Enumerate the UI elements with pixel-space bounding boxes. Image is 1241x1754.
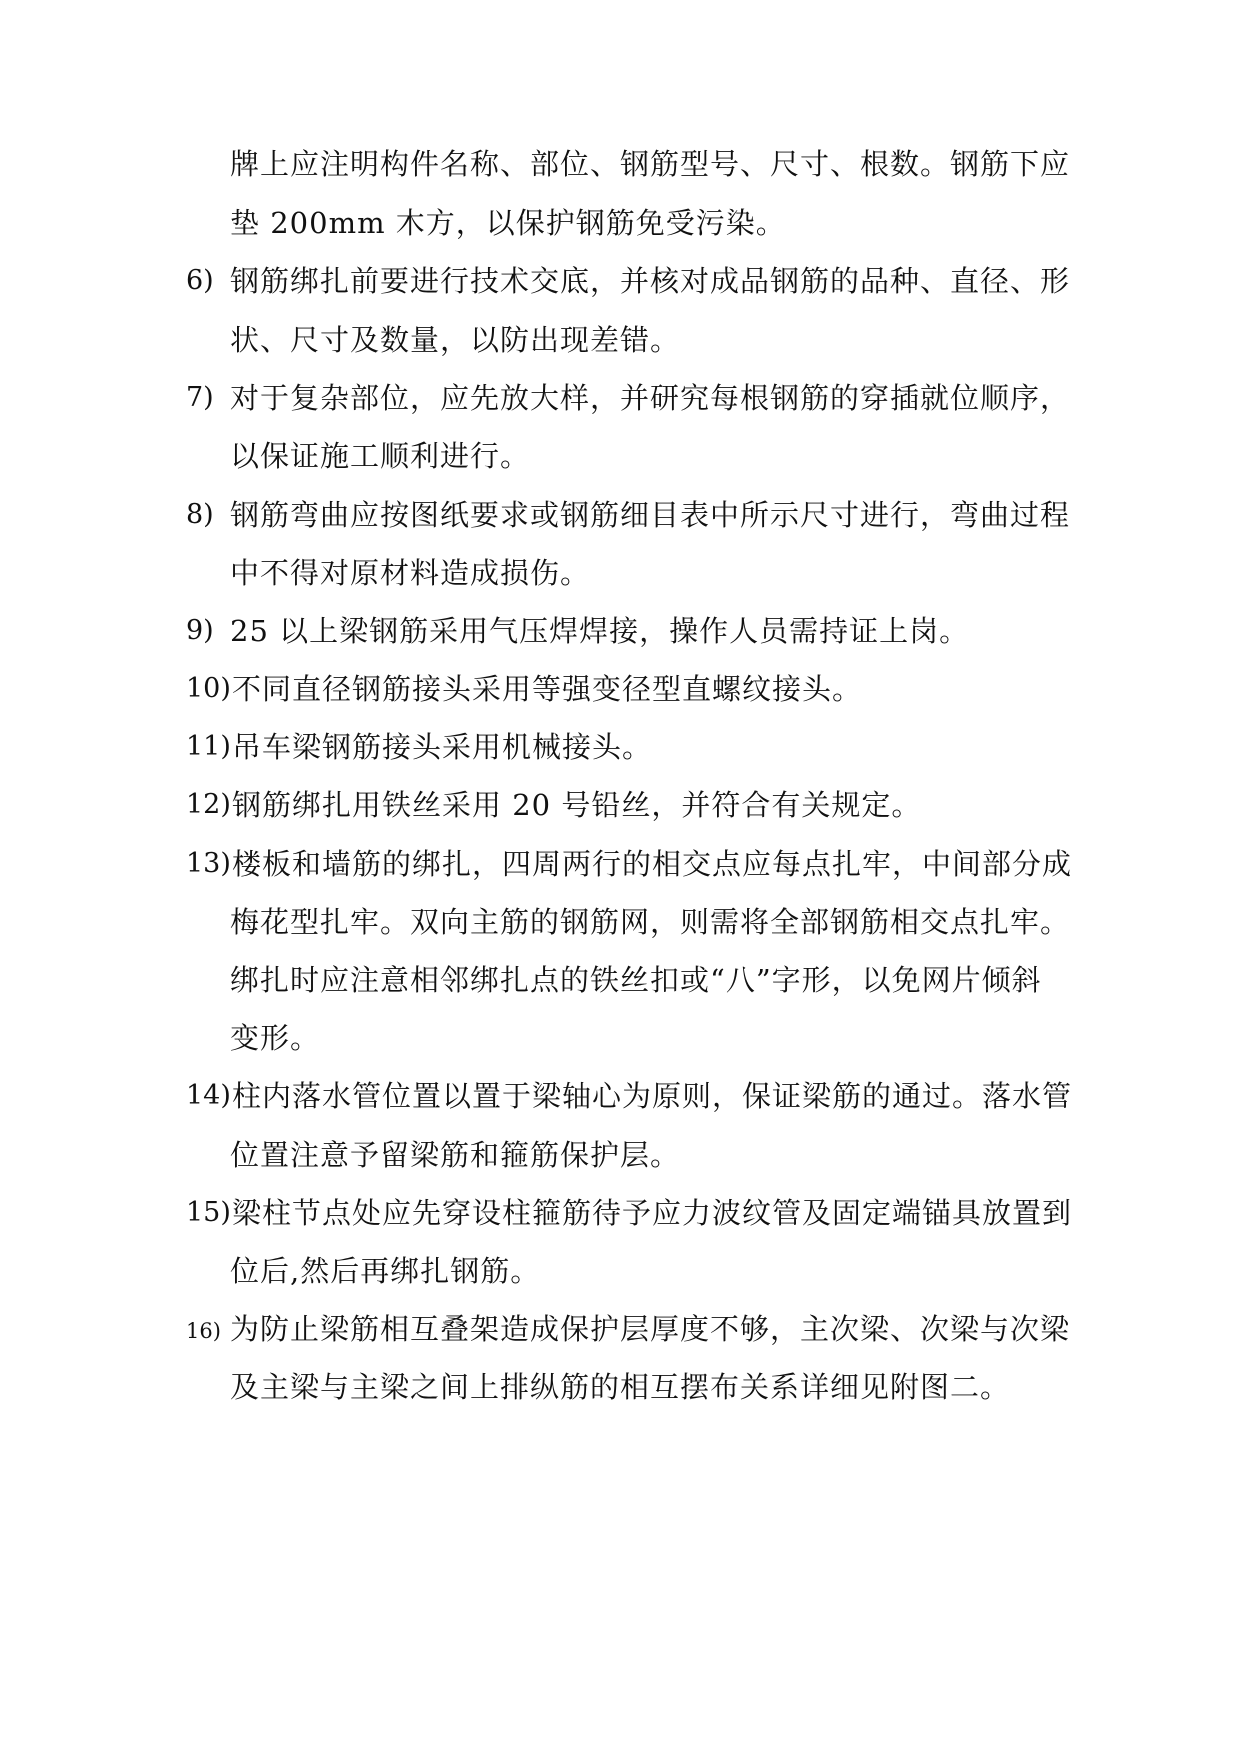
text-line: 对于复杂部位，应先放大样，并研究每根钢筋的穿插就位顺序， — [230, 381, 1071, 415]
item-number: 15) — [186, 1197, 231, 1228]
text-line: 状、尺寸及数量，以防出现差错。 — [230, 323, 681, 357]
item-number: 14) — [186, 1080, 231, 1111]
text-line: 25 以上梁钢筋采用气压焊焊接，操作人员需持证上岗。 — [230, 614, 970, 648]
item-number: 12) — [186, 789, 231, 820]
item-number: 7) — [186, 382, 214, 413]
text-line: 牌上应注明构件名称、部位、钢筋型号、尺寸、根数。钢筋下应 — [230, 147, 1071, 181]
text-line: 钢筋绑扎前要进行技术交底，并核对成品钢筋的品种、直径、形 — [230, 264, 1071, 298]
item-number: 16) — [186, 1319, 221, 1343]
text-line: 钢筋弯曲应按图纸要求或钢筋细目表中所示尺寸进行，弯曲过程 — [230, 498, 1071, 532]
text-line: 梅花型扎牢。双向主筋的钢筋网，则需将全部钢筋相交点扎牢。 — [230, 905, 1071, 939]
text-line: 以保证施工顺利进行。 — [230, 439, 531, 473]
text-line: 柱内落水管位置以置于梁轴心为原则，保证梁筋的通过。落水管 — [232, 1079, 1073, 1113]
text-line: 位置注意予留梁筋和箍筋保护层。 — [230, 1138, 681, 1172]
text-line: 楼板和墙筋的绑扎，四周两行的相交点应每点扎牢，中间部分成 — [232, 847, 1073, 881]
text-line: 吊车梁钢筋接头采用机械接头。 — [232, 730, 653, 764]
text-line: 垫 200mm 木方，以保护钢筋免受污染。 — [230, 206, 786, 240]
item-number: 8) — [186, 499, 214, 530]
item-number: 11) — [186, 731, 231, 762]
item-number: 13) — [186, 848, 231, 879]
text-line: 为防止梁筋相互叠架造成保护层厚度不够，主次梁、次梁与次梁 — [230, 1312, 1071, 1346]
text-line: 中不得对原材料造成损伤。 — [230, 556, 591, 590]
text-line: 梁柱节点处应先穿设柱箍筋待予应力波纹管及固定端锚具放置到 — [232, 1196, 1073, 1230]
item-number: 9) — [186, 615, 214, 646]
item-number: 6) — [186, 265, 214, 296]
text-line: 位后,然后再绑扎钢筋。 — [230, 1254, 541, 1288]
text-line: 及主梁与主梁之间上排纵筋的相互摆布关系详细见附图二。 — [230, 1370, 1011, 1404]
text-line: 钢筋绑扎用铁丝采用 20 号铅丝，并符合有关规定。 — [232, 788, 922, 822]
text-line: 绑扎时应注意相邻绑扎点的铁丝扣或“八”字形，以免网片倾斜 — [230, 963, 1042, 997]
text-line: 不同直径钢筋接头采用等强变径型直螺纹接头。 — [232, 672, 863, 706]
text-line: 变形。 — [230, 1021, 321, 1055]
item-number: 10) — [186, 673, 231, 704]
